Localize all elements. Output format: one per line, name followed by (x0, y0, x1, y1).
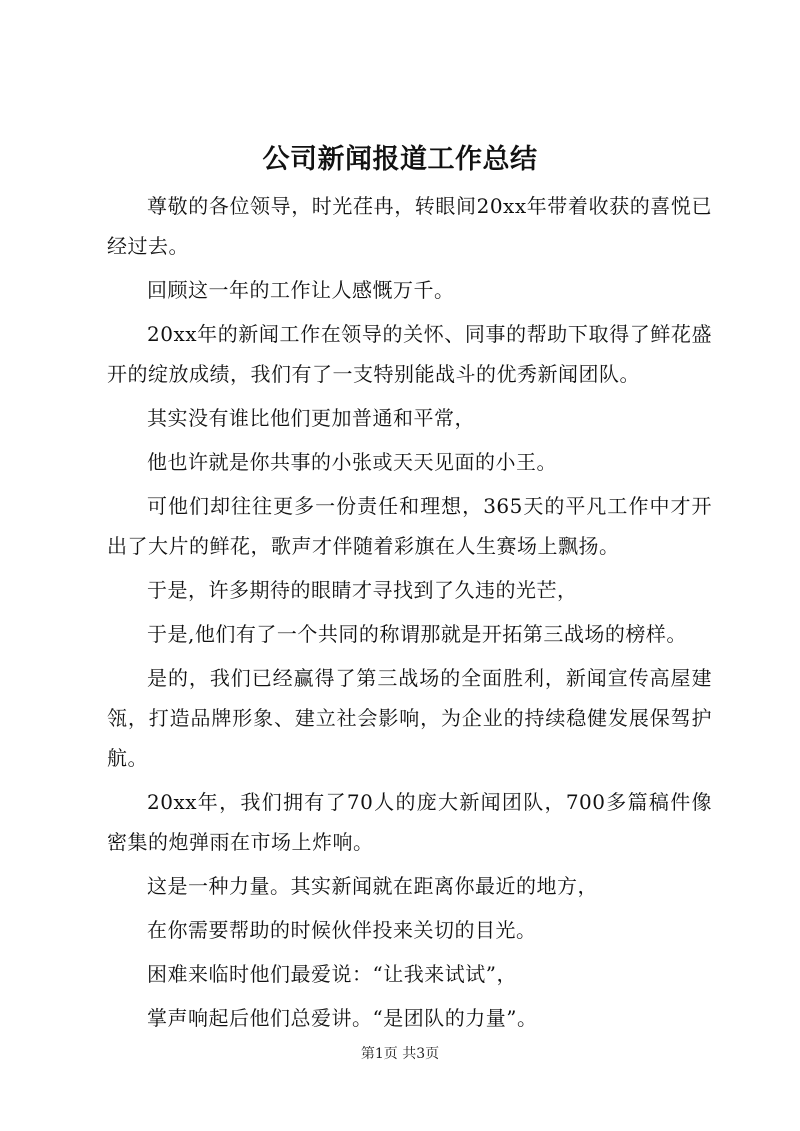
paragraph: 是的，我们已经赢得了第三战场的全面胜利，新闻宣传高屋建瓴，打造品牌形象、建立社会影响，为企业的持续稳健发展保驾护航。 (107, 666, 712, 770)
paragraph: 回顾这一年的工作让人感慨万千。 (147, 278, 455, 302)
paragraph: 于是，许多期待的眼睛才寻找到了久违的光芒， (147, 578, 578, 602)
paragraph: 于是,他们有了一个共同的称谓那就是开拓第三战场的榜样。 (147, 622, 687, 646)
document-body (107, 186, 712, 1042)
paragraph: 20xx年，我们拥有了70人的庞大新闻团队，700多篇稿件像密集的炮弹雨在市场上炸响。 (107, 790, 712, 854)
paragraph: 困难来临时他们最爱说：“让我来试试”， (147, 962, 517, 986)
paragraph: 掌声响起后他们总爱讲。“是团队的力量”。 (147, 1006, 538, 1030)
paragraph: 其实没有谁比他们更加普通和平常， (147, 406, 475, 430)
paragraph: 这是一种力量。其实新闻就在距离你最近的地方， (147, 874, 598, 898)
page-number-footer: 第1页 共3页 (360, 1046, 440, 1062)
paragraph: 在你需要帮助的时候伙伴投来关切的目光。 (147, 918, 537, 942)
page-title: 公司新闻报道工作总结 (262, 144, 538, 175)
paragraph: 可他们却往往更多一份责任和理想，365天的平凡工作中才开出了大片的鲜花，歌声才伴随着彩旗在人生赛场上飘扬。 (107, 494, 712, 558)
paragraph: 20xx年的新闻工作在领导的关怀、同事的帮助下取得了鲜花盛开的绽放成绩，我们有了一支特别能战斗的优秀新闻团队。 (107, 322, 712, 386)
paragraph: 他也许就是你共事的小张或天天见面的小王。 (147, 450, 557, 474)
paragraph: 尊敬的各位领导，时光荏冉，转眼间20xx年带着收获的喜悦已经过去。 (107, 194, 712, 258)
